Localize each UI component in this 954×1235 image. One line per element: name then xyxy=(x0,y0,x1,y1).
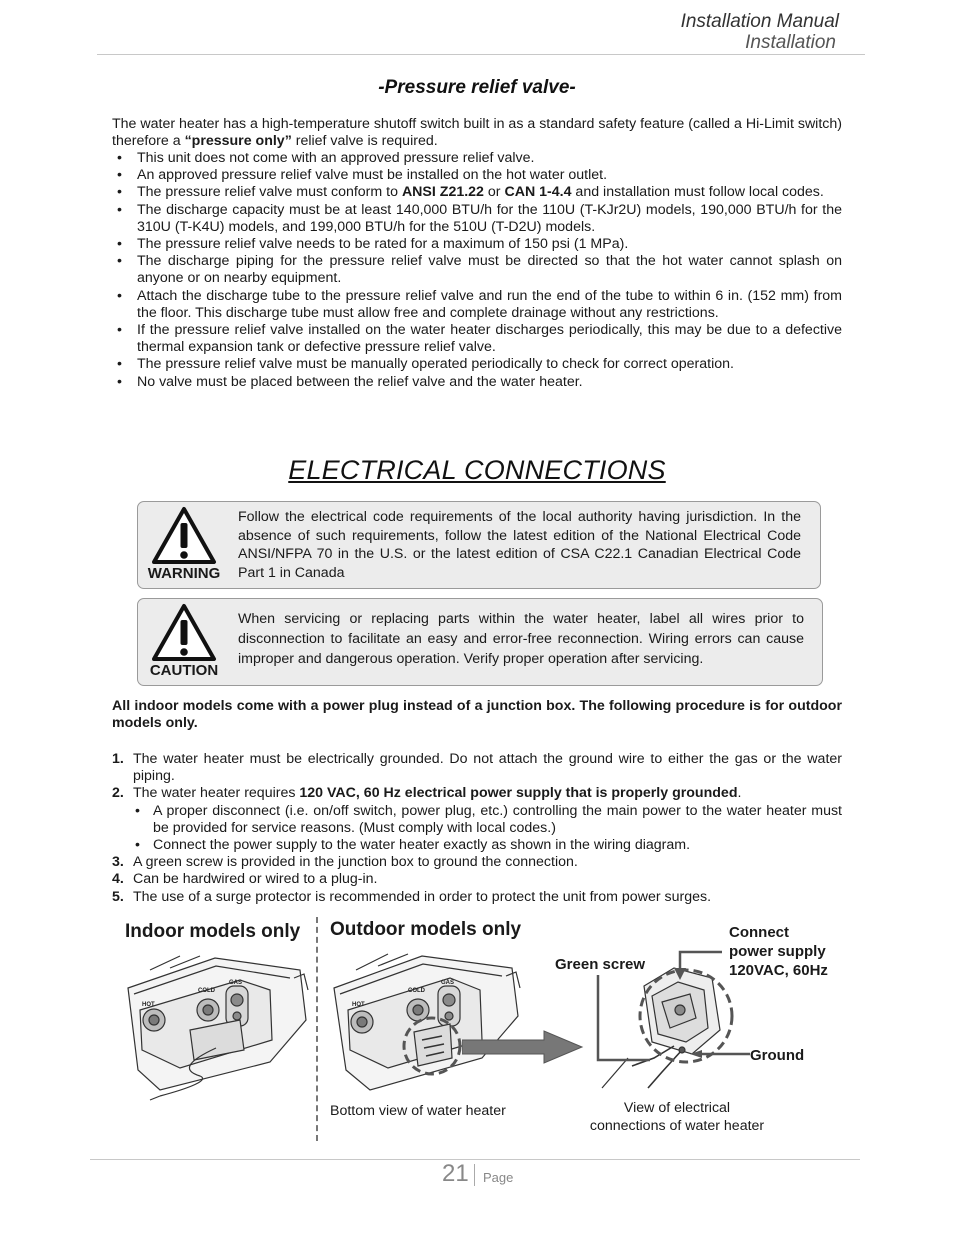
outdoor-only-note: All indoor models come with a power plug instead of a junction box. The following procedure is for outdoor models only. xyxy=(112,698,842,732)
list-item: • The pressure relief valve must be manually operated periodically to check for correct operation. xyxy=(112,356,842,373)
caution-triangle-icon xyxy=(151,603,217,661)
electrical-view-caption: View of electrical connections of water heater xyxy=(589,1100,765,1134)
bottom-view-caption: Bottom view of water heater xyxy=(330,1103,506,1119)
list-item: 1. The water heater must be electrically grounded. Do not attach the ground wire to either the gas or the water piping. xyxy=(112,751,842,785)
indoor-heater-illustration xyxy=(120,950,310,1106)
list-item: 4. Can be hardwired or wired to a plug-in. xyxy=(112,871,378,888)
list-item: • No valve must be placed between the relief valve and the water heater. xyxy=(112,374,842,391)
warning-box xyxy=(137,501,821,589)
warning-triangle-icon xyxy=(151,506,217,564)
gas-label: GAS xyxy=(441,980,455,986)
header-subtitle: Installation xyxy=(745,32,836,53)
list-item: • The discharge capacity must be at least 140,000 BTU/h for the 110U (T-KJr2U) models, 190,000 BTU/h for the 310U (T-K4U) models, and 199,000 BTU/h for the 510U (T-D2U) models. xyxy=(112,202,842,236)
warning-label: WARNING xyxy=(147,565,221,582)
list-item: 2. The water heater requires 120 VAC, 60 Hz electrical power supply that is properly grounded. • A proper disconnect (i.e. on/off switch, power plug, etc.) controlling the main power to the water heater must be provided for service reasons. (Must comply with local codes.) • Connect the power supply to the water heater exactly as shown in the wiring diagram. xyxy=(112,785,842,854)
ground-label: Ground xyxy=(750,1047,805,1064)
page-number: 21 xyxy=(442,1160,469,1187)
list-item: • Attach the discharge tube to the pressure relief valve and run the end of the tube to within 6 in. (152 mm) from the floor. This discharge tube must allow free and complete drainage without any restrictions. xyxy=(112,288,842,322)
section-title-pressure-relief: -Pressure relief valve- xyxy=(378,77,576,98)
hot-label: HOT xyxy=(352,1002,365,1008)
page-number-separator xyxy=(474,1164,475,1186)
list-item: • The pressure relief valve must conform to ANSI Z21.22 or CAN 1-4.4 and installation must follow local codes. xyxy=(112,184,842,201)
header-title: Installation Manual xyxy=(680,11,839,32)
list-item: • A proper disconnect (i.e. on/off switch, power plug, etc.) controlling the main power to the water heater must be provided for service reasons. (Must comply with local codes.) xyxy=(133,803,842,837)
arrow-right-icon xyxy=(462,1030,584,1064)
connect-power-label: Connect power supply 120VAC, 60Hz xyxy=(729,924,828,979)
list-item: • An approved pressure relief valve must be installed on the hot water outlet. xyxy=(112,167,842,184)
list-item: • This unit does not come with an approved pressure relief valve. xyxy=(112,150,842,167)
cold-label: COLD xyxy=(198,988,215,994)
green-screw-label: Green screw xyxy=(555,956,646,973)
header-divider xyxy=(97,54,865,55)
list-item: 5. The use of a surge protector is recommended in order to protect the unit from power surges. xyxy=(112,888,712,905)
electrical-steps xyxy=(112,751,842,906)
gas-label: GAS xyxy=(229,980,243,986)
pressure-relief-bullets xyxy=(112,150,842,391)
section-title-electrical: ELECTRICAL CONNECTIONS xyxy=(288,455,666,485)
list-item: • Connect the power supply to the water heater exactly as shown in the wiring diagram. xyxy=(133,837,842,854)
cold-label: COLD xyxy=(408,988,425,994)
list-item: • If the pressure relief valve installed on the water heater discharges periodically, this may be due to a defective thermal expansion tank or defective pressure relief valve. xyxy=(112,322,842,356)
outdoor-heater-illustration xyxy=(326,946,526,1102)
footer-divider xyxy=(90,1159,860,1160)
caution-text: When servicing or replacing parts within the water heater, label all wires prior to disconnection to facilitate an easy and error-free reconnection. Wiring errors can cause improper and dangerous operation. Verify proper operation after servicing. xyxy=(238,611,804,667)
hot-label: HOT xyxy=(142,1002,155,1008)
caution-label: CAUTION xyxy=(149,662,219,679)
warning-text: Follow the electrical code requirements of the local authority having jurisdiction. In the absence of such requirements, follow the latest edition of the National Electrical Code ANSI/NFPA 70 in the U.S. or the latest edition of CSA C22.1 Canadian Electrical Code Part 1 in Canada xyxy=(238,509,801,581)
list-item: • The pressure relief valve needs to be rated for a maximum of 150 psi (1 MPa). xyxy=(112,236,842,253)
outdoor-models-heading: Outdoor models only xyxy=(330,919,522,940)
caution-box xyxy=(137,598,823,686)
indoor-models-heading: Indoor models only xyxy=(125,921,301,942)
page-word: Page xyxy=(483,1170,514,1185)
list-item: 3. A green screw is provided in the junction box to ground the connection. xyxy=(112,854,578,871)
pressure-relief-intro: The water heater has a high-temperature shutoff switch built in as a standard safety feature (called a Hi-Limit switch) therefore a “pressure only” relief valve is required. xyxy=(112,116,842,150)
list-item: • The discharge piping for the pressure relief valve must be directed so that the hot water cannot splash on anyone or on nearby equipment. xyxy=(112,253,842,287)
column-divider xyxy=(316,917,318,1141)
